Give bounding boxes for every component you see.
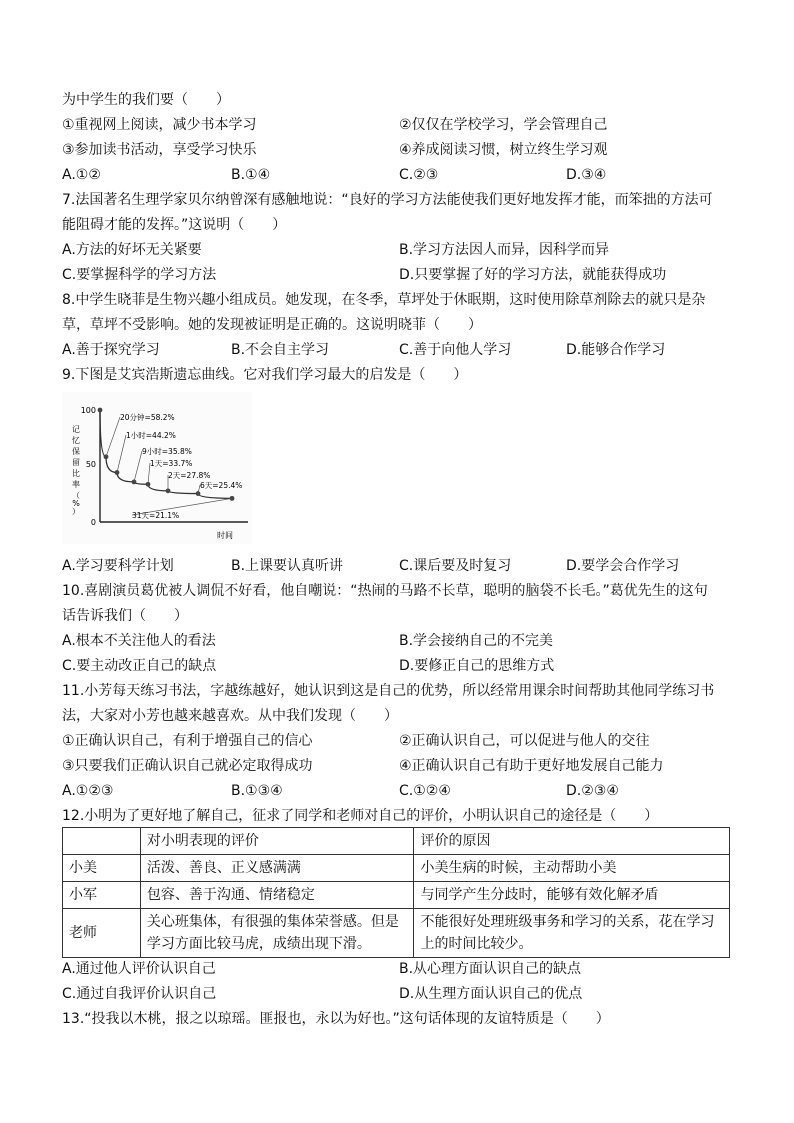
question-8-stem-line1: 8.中学生晓菲是生物兴趣小组成员。她发现，在冬季，草坪处于休眠期，这时使用除草剂除去的就只是杂: [62, 292, 706, 308]
table-row: [63, 882, 730, 909]
q6-statement-2: ②仅仅在学校学习，学会管理自己: [399, 117, 608, 133]
question-6-stem: 为中学生的我们要（ ）: [62, 92, 230, 108]
question-10-stem-line1: 10.喜剧演员葛优被人调侃不好看，他自嘲说：“热闹的马路不长草，聪明的脑袋不长毛。”葛优先生的这句: [62, 583, 708, 599]
question-10-stem-line2: 话告诉我们（ ）: [62, 608, 188, 624]
data-label: 2天=27.8%: [168, 471, 211, 480]
data-label: 6天=25.4%: [200, 481, 243, 490]
y-axis-label-char: 留: [72, 458, 80, 467]
evaluator-name: 小美: [63, 855, 141, 882]
q8-option-d[interactable]: D.能够合作学习: [566, 342, 666, 358]
table-row: [63, 909, 730, 958]
table-header-empty: [63, 828, 141, 855]
y-axis-label-char: 比: [72, 469, 80, 478]
data-label: 1天=33.7%: [150, 459, 193, 468]
question-11-stem-line1: 11.小芳每天练习书法，字越练越好，她认识到这是自己的优势，所以经常用课余时间帮助其他同学练习书: [62, 683, 715, 699]
reason-text: 与同学产生分歧时，能够有效化解矛盾: [414, 882, 730, 909]
evaluator-name: 老师: [63, 909, 141, 958]
y-tick-50: 50: [85, 460, 96, 469]
reason-text: 小美生病的时候，主动帮助小美: [414, 855, 730, 882]
q8-option-c[interactable]: C.善于向他人学习: [399, 342, 512, 358]
q11-option-a[interactable]: A.①②③: [62, 783, 114, 799]
data-point: [98, 408, 103, 413]
q11-option-c[interactable]: C.①②④: [399, 783, 451, 799]
data-label: 31天=21.1%: [132, 511, 180, 520]
q7-option-a[interactable]: A.方法的好坏无关紧要: [62, 242, 202, 258]
y-axis-label-char: （: [72, 491, 80, 500]
q11-option-d[interactable]: D.②③④: [566, 783, 619, 799]
q9-option-d[interactable]: D.要学会合作学习: [566, 558, 680, 574]
table-header-evaluation: 对小明表现的评价: [140, 828, 414, 855]
q10-option-a[interactable]: A.根本不关注他人的看法: [62, 633, 216, 649]
y-axis-label-char: 记: [72, 425, 80, 434]
q6-statement-4: ④养成阅读习惯，树立终生学习观: [399, 142, 608, 158]
y-axis-label-char: %: [72, 499, 80, 508]
q7-option-c[interactable]: C.要掌握科学的学习方法: [62, 267, 217, 283]
q10-option-d[interactable]: D.要修正自己的思维方式: [399, 658, 555, 674]
q6-option-a[interactable]: A.①②: [62, 167, 101, 183]
question-7-stem-line1: 7.法国著名生理学家贝尔纳曾深有感触地说：“良好的学习方法能使我们更好地发挥才能，而笨拙的方法可: [62, 192, 713, 208]
q6-statement-3: ③参加读书活动，享受学习快乐: [62, 142, 257, 158]
q9-option-b[interactable]: B.上课要认真听讲: [231, 558, 344, 574]
evaluator-name: 小军: [63, 882, 141, 909]
evaluation-table: [62, 827, 730, 958]
q10-option-c[interactable]: C.要主动改正自己的缺点: [62, 658, 217, 674]
question-9-stem: 9.下图是艾宾浩斯遗忘曲线。它对我们学习最大的启发是（ ）: [62, 367, 468, 383]
q12-option-c[interactable]: C.通过自我评价认识自己: [62, 986, 217, 1002]
reason-text: 不能很好处理班级事务和学习的关系，花在学习上的时间比较少。: [414, 909, 730, 958]
q8-option-a[interactable]: A.善于探究学习: [62, 342, 160, 358]
evaluation-text: 关心班集体，有很强的集体荣誉感。但是学习方面比较马虎，成绩出现下滑。: [140, 909, 414, 958]
y-axis-label-char: 率: [72, 480, 80, 489]
question-12-stem: 12.小明为了更好地了解自己，征求了同学和老师对自己的评价，小明认识自己的途径是（ ）: [62, 808, 659, 824]
q12-option-d[interactable]: D.从生理方面认识自己的优点: [399, 986, 583, 1002]
evaluation-text: 活泼、善良、正义感满满: [140, 855, 414, 882]
q6-option-d[interactable]: D.③④: [566, 167, 607, 183]
q7-option-d[interactable]: D.只要掌握了好的学习方法，就能获得成功: [399, 267, 667, 283]
y-axis-label-char: 忆: [72, 436, 80, 445]
q11-statement-3: ③只要我们正确认识自己就必定取得成功: [62, 758, 313, 774]
question-7-stem-line2: 能阻碍才能的发挥。”这说明（ ）: [62, 217, 287, 233]
table-header-reason: 评价的原因: [414, 828, 730, 855]
y-tick-100: 100: [80, 406, 96, 415]
data-label: 1小时=44.2%: [126, 431, 176, 440]
q9-option-a[interactable]: A.学习要科学计划: [62, 558, 174, 574]
q9-option-c[interactable]: C.课后要及时复习: [399, 558, 512, 574]
q6-statement-1: ①重视网上阅读，减少书本学习: [62, 117, 257, 133]
y-tick-0: 0: [90, 518, 96, 527]
y-axis-label: [72, 425, 80, 516]
q8-option-b[interactable]: B.不会自主学习: [231, 342, 330, 358]
x-axis-label: 时间: [217, 531, 233, 540]
q10-option-b[interactable]: B.学会接纳自己的不完美: [399, 633, 554, 649]
q11-statement-2: ②正确认识自己，可以促进与他人的交往: [399, 733, 650, 749]
question-8-stem-line2: 草，草坪不受影响。她的发现被证明是正确的。这说明晓菲（ ）: [62, 317, 482, 333]
evaluation-text: 包容、善于沟通、情绪稳定: [140, 882, 414, 909]
q12-option-b[interactable]: B.从心理方面认识自己的缺点: [399, 961, 582, 977]
q12-option-a[interactable]: A.通过他人评价认识自己: [62, 961, 216, 977]
question-13-stem: 13.“投我以木桃，报之以琼瑶。匪报也，永以为好也。”这句话体现的友谊特质是（ ）: [62, 1011, 610, 1027]
forgetting-curve-chart: [62, 392, 252, 544]
y-axis-label-char: ）: [72, 507, 80, 516]
q6-option-b[interactable]: B.①④: [231, 167, 271, 183]
question-11-stem-line2: 法，大家对小芳也越来越喜欢。从中我们发现（ ）: [62, 708, 398, 724]
q11-statement-4: ④正确认识自己有助于更好地发展自己能力: [399, 758, 664, 774]
q7-option-b[interactable]: B.学习方法因人而异，因科学而异: [399, 242, 610, 258]
q11-option-b[interactable]: B.①③④: [231, 783, 283, 799]
y-axis-label-char: 保: [72, 447, 80, 456]
data-label: 20分钟=58.2%: [120, 413, 175, 422]
q6-option-c[interactable]: C.②③: [399, 167, 439, 183]
table-header-row: [63, 828, 730, 855]
data-point: [104, 454, 109, 459]
q11-statement-1: ①正确认识自己，有利于增强自己的信心: [62, 733, 313, 749]
table-row: [63, 855, 730, 882]
data-label: 9小时=35.8%: [142, 447, 192, 456]
